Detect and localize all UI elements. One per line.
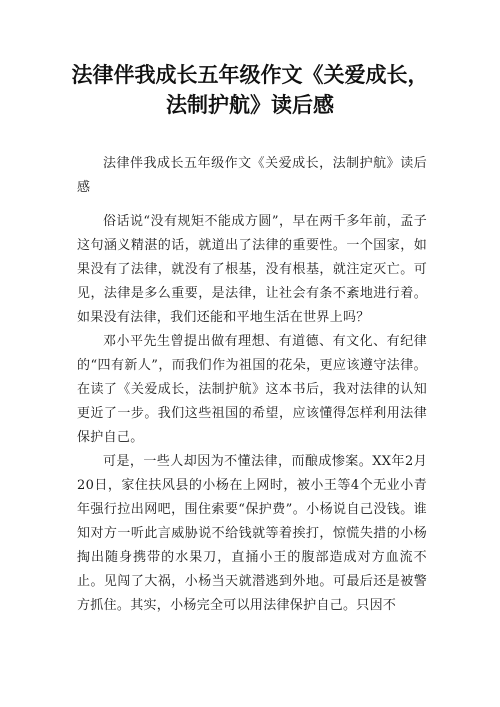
document-body (77, 152, 427, 618)
paragraph-subtitle: 法律伴我成长五年级作文《关爱成长，法制护航》读后感 (77, 156, 427, 195)
paragraph-proverb: 俗话说“没有规矩不能成方圆”，早在两千多年前，孟子这句涵义精湛的话，就道出了法律的重要性。一个国家，如果没有了法律，就没有了根基，没有根基，就注定灭亡。可见，法律是多么重要，是法律，让社会有条不紊地进行着。如果没有法律，我们还能和平地生活在世界上吗？ (77, 214, 427, 325)
paragraph-four-haves: 邓小平先生曾提出做有理想、有道德、有文化、有纪律的“四有新人”，而我们作为祖国的花朵，更应该遵守法律。在读了《关爱成长，法制护航》这本书后，我对法律的认知更近了一步。我们这些祖国的希望，应该懂得怎样利用法律保护自己。 (77, 334, 427, 445)
document-title-line-2: 法制护航》读后感 (166, 93, 334, 117)
document-title-line-1: 法律伴我成长五年级作文《关爱成长， (71, 63, 429, 87)
paragraph-case: 可是，一些人却因为不懂法律，而酿成惨案。XX年2月20日，家住扶风县的小杨在上网时，被小王等4个无业小青年强行拉出网吧，围住索要“保护费”。小杨说自己没钱。谁知对方一听此言威胁说不给钱就等着挨打，惊慌失措的小杨掏出随身携带的水果刀，直捅小王的腹部造成对方血流不止。见闯了大祸，小杨当天就潜逃到外地。可最后还是被警方抓住。其实，小杨完全可以用法律保护自己。只因不 (77, 454, 427, 613)
